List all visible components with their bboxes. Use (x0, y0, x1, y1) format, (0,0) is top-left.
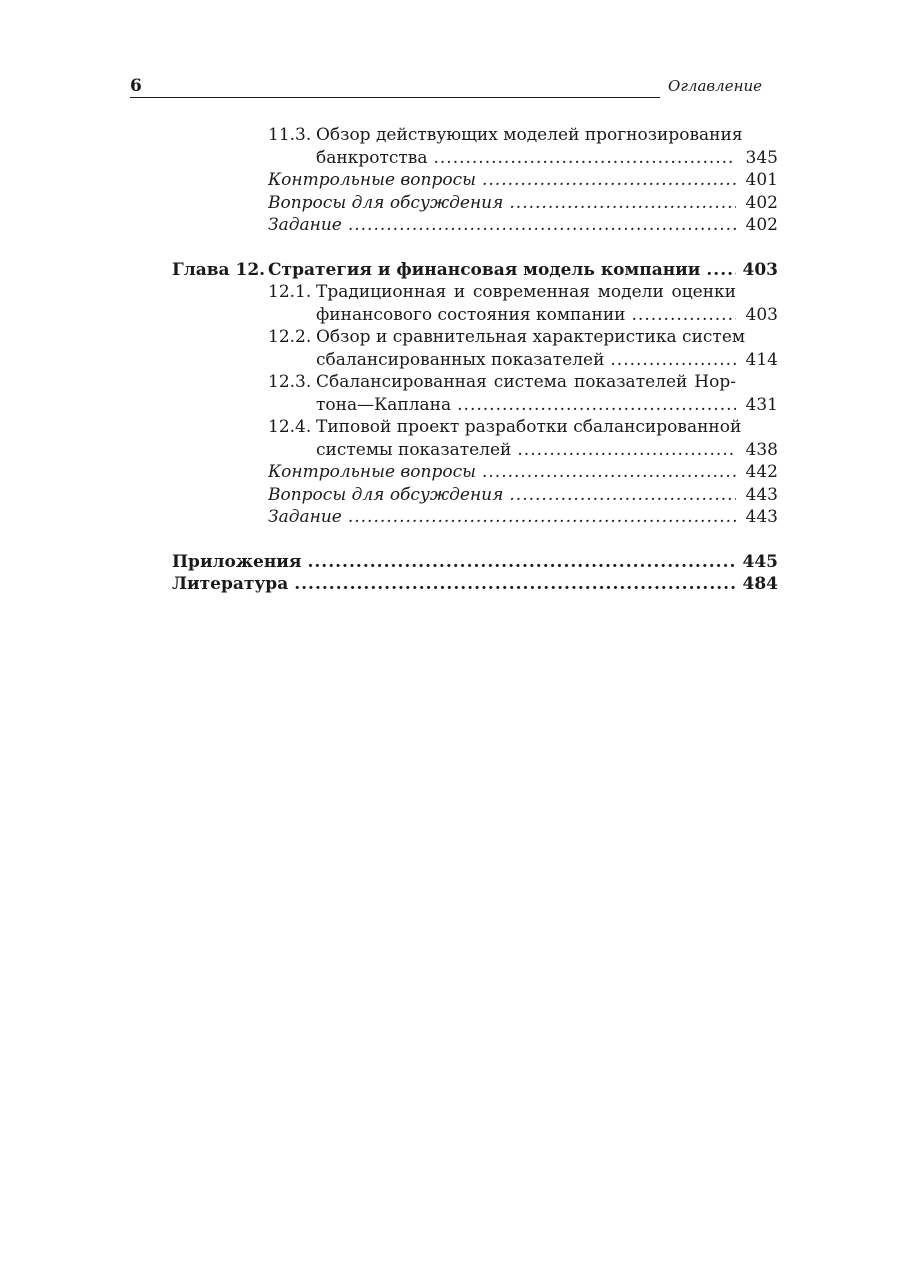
entry-label: Задание (268, 215, 342, 235)
chapter-title: Стратегия и финансовая модель компании (268, 259, 701, 280)
section-title-line1: Типовой проект разработки сбалансированной (316, 417, 742, 437)
toc-entry-literature[interactable] (172, 573, 778, 596)
table-of-contents (172, 124, 778, 596)
chapter-label: Глава 12. (172, 259, 266, 280)
toc-entry-chapter-12[interactable] (172, 259, 778, 282)
toc-entry-ch12-questions[interactable] (172, 461, 778, 484)
toc-entry-12-2-cont[interactable] (172, 349, 778, 372)
section-number: 12.3. (268, 372, 312, 392)
entry-label: Вопросы для обсуждения (268, 484, 504, 505)
toc-entry-ch11-questions[interactable] (172, 169, 778, 192)
toc-entry-12-2[interactable] (172, 326, 778, 349)
toc-entry-11-3[interactable] (172, 124, 778, 147)
section-title-line1: Традиционная и современная модели оценки (316, 282, 736, 302)
toc-entry-ch11-discussion[interactable] (172, 192, 778, 215)
page-ref: 484 (742, 574, 778, 594)
entry-label: Приложения (172, 551, 302, 572)
page-ref: 401 (745, 170, 778, 190)
page-ref: 403 (745, 304, 778, 325)
section-title-line2: сбалансированных показателей (316, 349, 605, 370)
page-ref: 414 (745, 349, 778, 370)
toc-entry-appendices[interactable] (172, 551, 778, 574)
page-ref: 431 (745, 394, 778, 415)
entry-label: Контрольные вопросы (268, 170, 476, 190)
section-number: 12.4. (268, 417, 312, 437)
page-number: 6 (130, 76, 142, 96)
section-title-line2: тона—Каплана (316, 394, 452, 415)
page-ref: 345 (745, 147, 778, 168)
running-head: Оглавление (668, 77, 762, 95)
section-title-line1: Обзор действующих моделей прогнозирования (316, 125, 743, 145)
entry-label: Контрольные вопросы (268, 462, 476, 482)
section-title-line1: Обзор и сравнительная характеристика систем (316, 327, 746, 347)
entry-label: Вопросы для обсуждения (268, 192, 504, 213)
page-ref: 443 (745, 484, 778, 505)
toc-entry-12-1[interactable] (172, 281, 778, 304)
page-ref: 402 (745, 215, 778, 235)
section-number: 11.3. (268, 125, 312, 145)
toc-entry-ch11-task[interactable] (172, 214, 778, 237)
toc-entry-ch12-discussion[interactable] (172, 484, 778, 507)
toc-entry-11-3-cont[interactable] (172, 147, 778, 170)
section-title-line2: банкротства (316, 147, 428, 168)
section-title-line2: финансового состояния компании (316, 304, 626, 325)
header-rule (130, 97, 660, 98)
toc-entry-12-3-cont[interactable] (172, 394, 778, 417)
page-ref: 438 (745, 439, 778, 460)
entry-label: Литература (172, 574, 289, 594)
toc-entry-12-4-cont[interactable] (172, 439, 778, 462)
section-number: 12.2. (268, 327, 312, 347)
page-ref: 402 (745, 192, 778, 213)
page-ref: 403 (742, 259, 778, 280)
toc-entry-12-3[interactable] (172, 371, 778, 394)
section-title-line2: системы показателей (316, 439, 512, 460)
toc-entry-12-4[interactable] (172, 416, 778, 439)
page-ref: 443 (745, 507, 778, 527)
page-ref: 445 (742, 551, 778, 572)
toc-entry-12-1-cont[interactable] (172, 304, 778, 327)
entry-label: Задание (268, 507, 342, 527)
section-number: 12.1. (268, 282, 312, 302)
page-ref: 442 (745, 462, 778, 482)
toc-entry-ch12-task[interactable] (172, 506, 778, 529)
section-title-line1: Сбалансированная система показателей Нор- (316, 372, 736, 392)
page-header (130, 72, 762, 100)
